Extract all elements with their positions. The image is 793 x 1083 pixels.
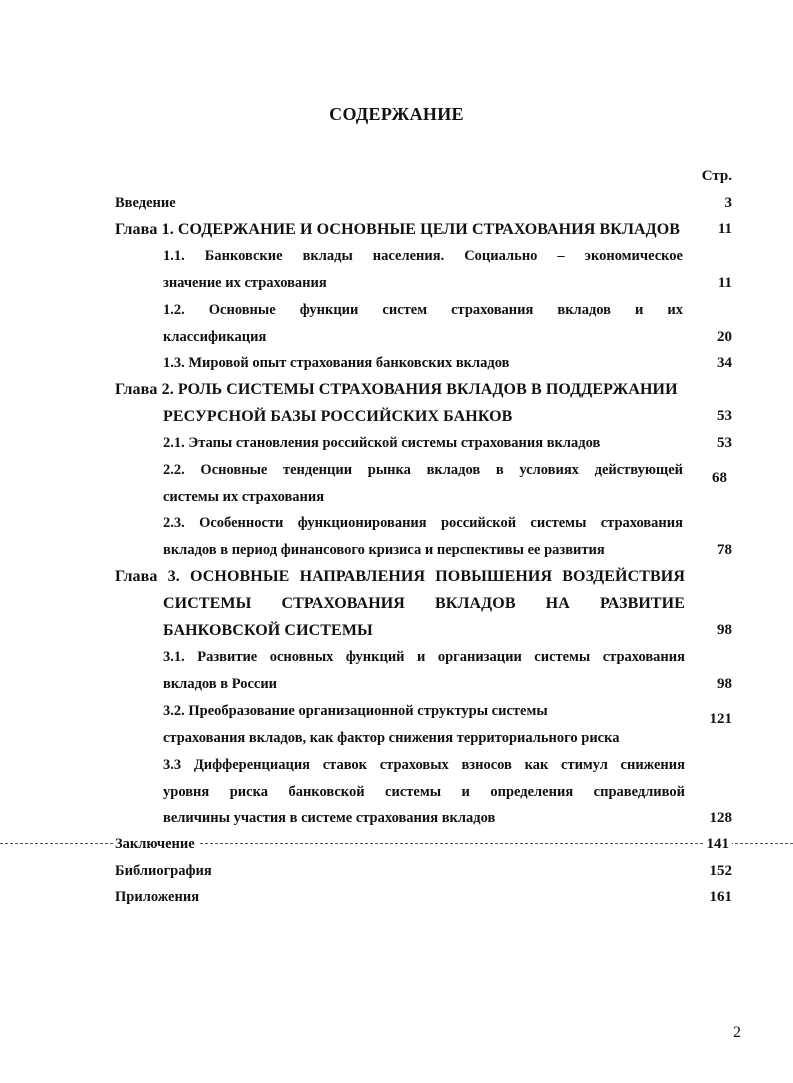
toc-page-number: 128 [709,810,732,826]
toc-section-1-1-line-1: 1.1. Банковские вклады населения. Социально – экономическое [163,248,683,264]
toc-section-2-1: 2.1. Этапы становления российской системы страхования вкладов [163,435,601,451]
toc-entry-introduction: Введение [115,195,176,211]
toc-entry-bibliography: Библиография [115,863,212,879]
page-title: СОДЕРЖАНИЕ [329,104,464,124]
toc-page-number: 53 [717,408,732,424]
conclusion-page-value: 141 [704,836,733,852]
toc-section-1-2-line-1: 1.2. Основные функции систем страхования вкладов и их [163,302,683,318]
toc-section-2-3-line-2: вкладов в период финансового кризиса и перспективы ее развития [163,542,605,558]
toc-page-number: 20 [717,329,732,345]
toc-page-number: 121 [709,711,732,727]
toc-section-3-3-line-1: 3.3 Дифференциация ставок страховых взносов как стимул снижения [163,757,685,773]
toc-page-number: 161 [709,889,732,905]
toc-page-number: 11 [717,221,732,237]
toc-section-3-2-line-2: страхования вкладов, как фактор снижения территориального риска [163,730,620,746]
toc-page-number: 53 [717,435,732,451]
chapter-1-prefix: Глава 1. [115,221,178,238]
toc-page-number: 68 [712,470,727,486]
toc-section-2-2-line-1: 2.2. Основные тенденции рынка вкладов в условиях действующей [163,462,683,478]
toc-chapter-3-line-3: БАНКОВСКОЙ СИСТЕМЫ [163,622,373,639]
toc-section-3-3-line-3: величины участия в системе страхования вкладов [163,810,496,826]
toc-section-1-3: 1.3. Мировой опыт страхования банковских вкладов [163,355,510,371]
toc-page-number: 98 [717,622,732,638]
toc-chapter-3-line-1: Глава 3. ОСНОВНЫЕ НАПРАВЛЕНИЯ ПОВЫШЕНИЯ ВОЗДЕЙСТВИЯ [115,568,685,585]
toc-page-number: 34 [717,355,732,371]
toc-section-3-2-line-1: 3.2. Преобразование организационной структуры системы [163,703,548,719]
chapter-1-title: СОДЕРЖАНИЕ И ОСНОВНЫЕ ЦЕЛИ СТРАХОВАНИЯ ВКЛАДОВ [177,221,681,238]
toc-page-number: 78 [717,542,732,558]
toc-section-2-2-line-2: системы их страхования [163,489,325,505]
toc-page-number: 3 [724,195,732,211]
page-column-header: Стр. [701,168,732,184]
toc-page-number: 98 [717,676,732,692]
toc-chapter-2-line-1: Глава 2. РОЛЬ СИСТЕМЫ СТРАХОВАНИЯ ВКЛАДОВ В ПОДДЕРЖАНИИ [115,381,678,398]
toc-chapter-1 [115,221,680,239]
toc-page-number [672,836,732,853]
page-number: 2 [733,1024,741,1041]
toc-section-1-1-line-2: значение их страхования [163,275,327,291]
toc-page-number: 11 [717,275,732,291]
toc-section-3-3-line-2: уровня риска банковской системы и определения справедливой [163,784,685,800]
toc-section-3-1-line-2: вкладов в России [163,676,278,692]
toc-page-number: 152 [709,863,732,879]
toc-chapter-2-line-2: РЕСУРСНОЙ БАЗЫ РОССИЙСКИХ БАНКОВ [163,408,513,425]
toc-section-3-1-line-1: 3.1. Развитие основных функций и организации системы страхования [163,649,685,665]
toc-entry-conclusion: Заключение [115,836,199,853]
toc-section-1-2-line-2: классификация [163,329,267,345]
toc-section-2-3-line-1: 2.3. Особенности функционирования российской системы страхования [163,515,683,531]
toc-entry-appendices: Приложения [115,889,200,905]
toc-chapter-3-line-2: СИСТЕМЫ СТРАХОВАНИЯ ВКЛАДОВ НА РАЗВИТИЕ [163,595,685,612]
